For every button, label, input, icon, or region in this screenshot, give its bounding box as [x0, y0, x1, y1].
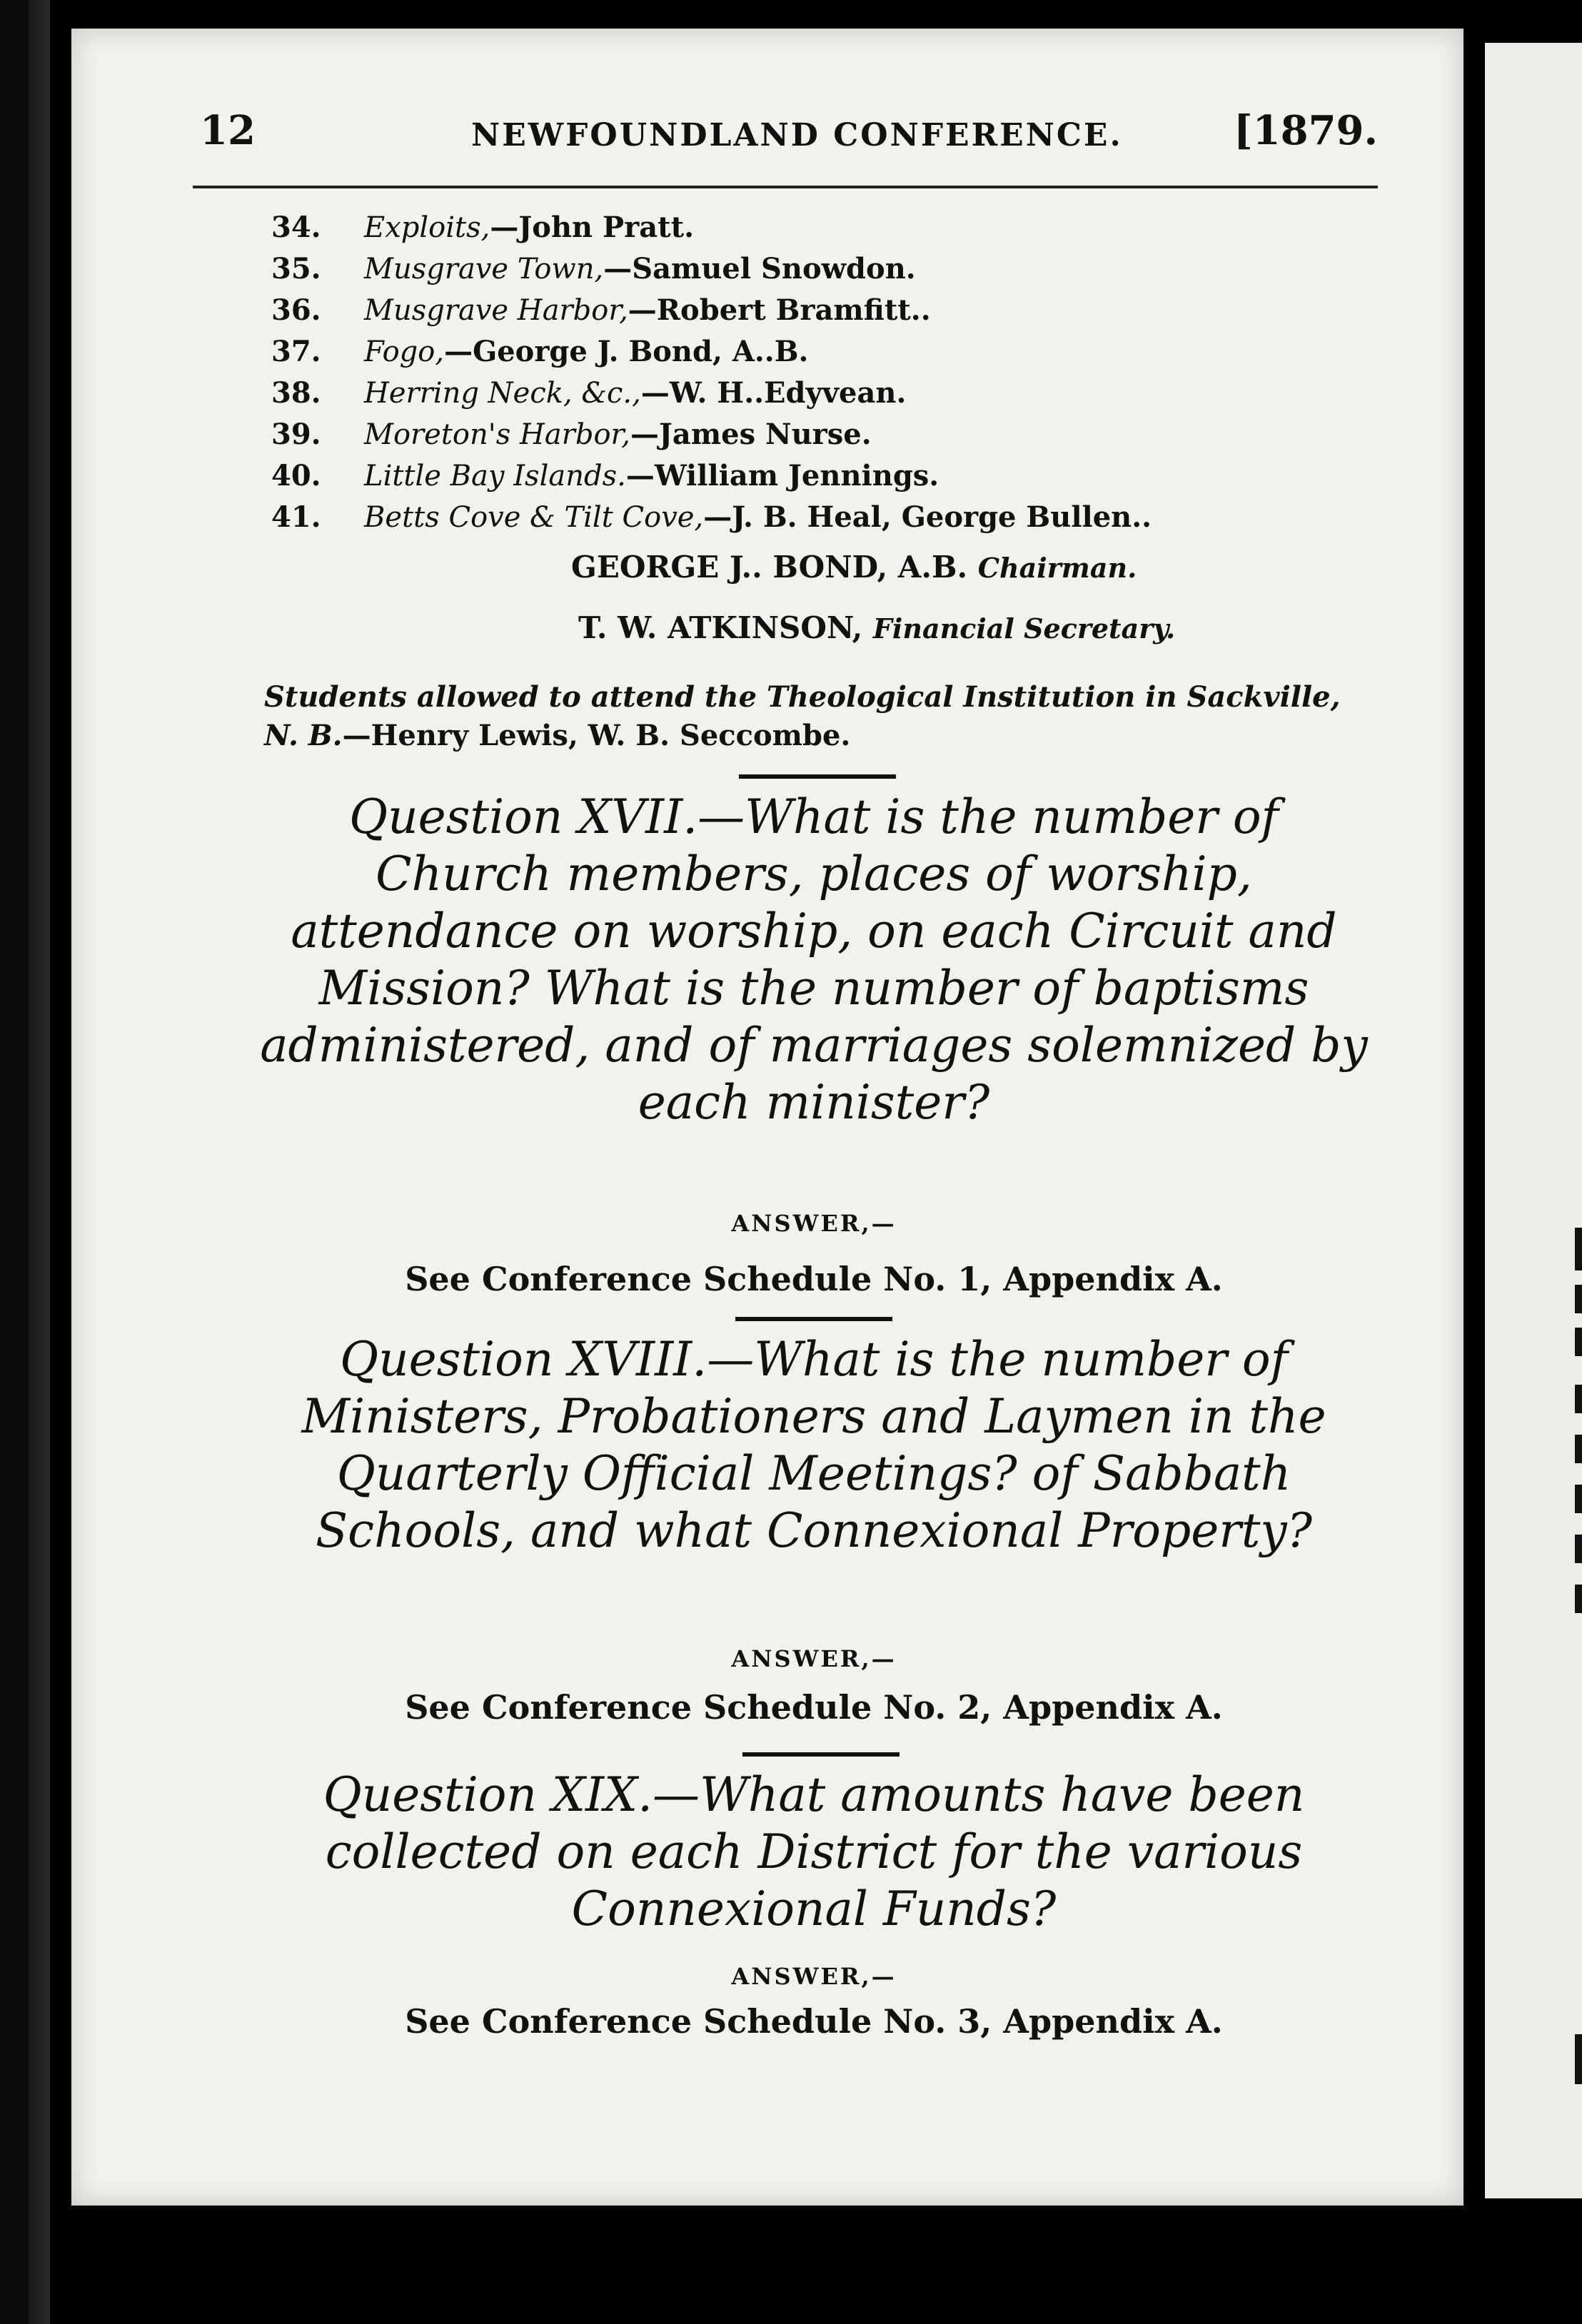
page-number: 12 — [200, 107, 256, 154]
header-rule — [193, 186, 1378, 188]
circuit-list — [271, 207, 1342, 538]
section-rule — [742, 1752, 900, 1757]
circuit-place: Musgrave Town, — [364, 253, 604, 286]
circuit-number: 34. — [271, 211, 321, 244]
circuit-minister: —George J. Bond, A..B. — [444, 335, 809, 368]
answer-text: See Conference Schedule No. 3, Appendix A. — [405, 2002, 1223, 2041]
circuit-place: Betts Cove & Tilt Cove, — [364, 501, 704, 534]
circuit-number: 37. — [271, 335, 321, 368]
question-xviii: Question XVIII.—What is the number of Ministers, Probationers and Laymen in the Quarterly Official Meetings? of Sabbath Schools, and what Connexional Property? — [301, 1332, 1326, 1558]
page-header — [200, 107, 1378, 164]
chairman-name: GEORGE J.. BOND, A.B. — [571, 550, 968, 585]
circuit-minister: —Robert Bramfitt.. — [628, 293, 931, 327]
students-text: Students allowed to attend the Theological Institution in Sackville, N. B. — [264, 680, 1341, 752]
circuit-place: Fogo, — [364, 335, 445, 368]
chairman-signature — [571, 550, 1137, 585]
adjacent-page-fragment — [1575, 1285, 1582, 1313]
circuit-place: Little Bay Islands. — [364, 460, 626, 492]
list-item — [271, 414, 1342, 455]
book-binding-edge — [0, 0, 50, 2324]
circuit-place: Musgrave Harbor, — [364, 294, 628, 327]
adjacent-page-fragment — [1575, 1328, 1582, 1356]
answer-text: See Conference Schedule No. 2, Appendix A. — [405, 1688, 1223, 1727]
running-head: NEWFOUNDLAND CONFERENCE. — [471, 117, 1123, 153]
adjacent-page-fragment — [1575, 1485, 1582, 1513]
students-names: —Henry Lewis, W. B. Seccombe. — [342, 719, 851, 752]
adjacent-page-fragment — [1575, 2034, 1582, 2084]
answer-label: ANSWER,— — [731, 1210, 897, 1237]
circuit-place: Herring Neck, &c., — [364, 377, 641, 410]
section-rule — [735, 1317, 892, 1321]
adjacent-page-fragment — [1575, 1535, 1582, 1563]
adjacent-page-fragment — [1575, 1228, 1582, 1270]
list-item — [271, 497, 1342, 538]
adjacent-page-fragment — [1575, 1435, 1582, 1463]
header-year: [1879. — [1234, 107, 1378, 154]
circuit-number: 36. — [271, 293, 321, 327]
answer-label: ANSWER,— — [731, 1645, 897, 1672]
circuit-minister: —James Nurse. — [630, 418, 872, 451]
circuit-minister: —Samuel Snowdon. — [603, 252, 916, 286]
students-note — [264, 678, 1356, 755]
circuit-place: Moreton's Harbor, — [364, 418, 630, 451]
list-item — [271, 207, 1342, 248]
circuit-minister: —William Jennings. — [625, 459, 939, 492]
list-item — [271, 455, 1342, 497]
answer-label: ANSWER,— — [731, 1963, 897, 1990]
circuit-number: 41. — [271, 500, 321, 534]
circuit-minister: —J. B. Heal, George Bullen.. — [703, 500, 1152, 534]
secretary-signature — [578, 610, 1175, 645]
circuit-minister: —W. H..Edyvean. — [640, 376, 907, 410]
adjacent-page-edge — [1485, 43, 1582, 2198]
list-item — [271, 373, 1342, 414]
circuit-number: 38. — [271, 376, 321, 410]
list-item — [271, 248, 1342, 290]
circuit-minister: —John Pratt. — [490, 211, 695, 244]
circuit-number: 39. — [271, 418, 321, 451]
list-item — [271, 290, 1342, 331]
question-xvii: Question XVII.—What is the number of Church members, places of worship, attendance on worship, on each Circuit and Mission? What is the number of baptisms administered, and of marriages solemnized by each minister? — [260, 789, 1368, 1130]
question-xix: Question XIX.—What amounts have been collected on each District for the various Connexional Funds? — [323, 1767, 1305, 1936]
adjacent-page-fragment — [1575, 1585, 1582, 1613]
secretary-name: T. W. ATKINSON, — [578, 610, 863, 645]
adjacent-page-fragment — [1575, 1385, 1582, 1413]
chairman-role: Chairman. — [977, 552, 1137, 584]
circuit-place: Exploits, — [364, 211, 490, 244]
answer-text: See Conference Schedule No. 1, Appendix A. — [405, 1260, 1223, 1298]
circuit-number: 40. — [271, 459, 321, 492]
list-item — [271, 331, 1342, 373]
secretary-role: Financial Secretary. — [872, 612, 1176, 645]
circuit-number: 35. — [271, 252, 321, 286]
section-rule — [739, 774, 896, 779]
